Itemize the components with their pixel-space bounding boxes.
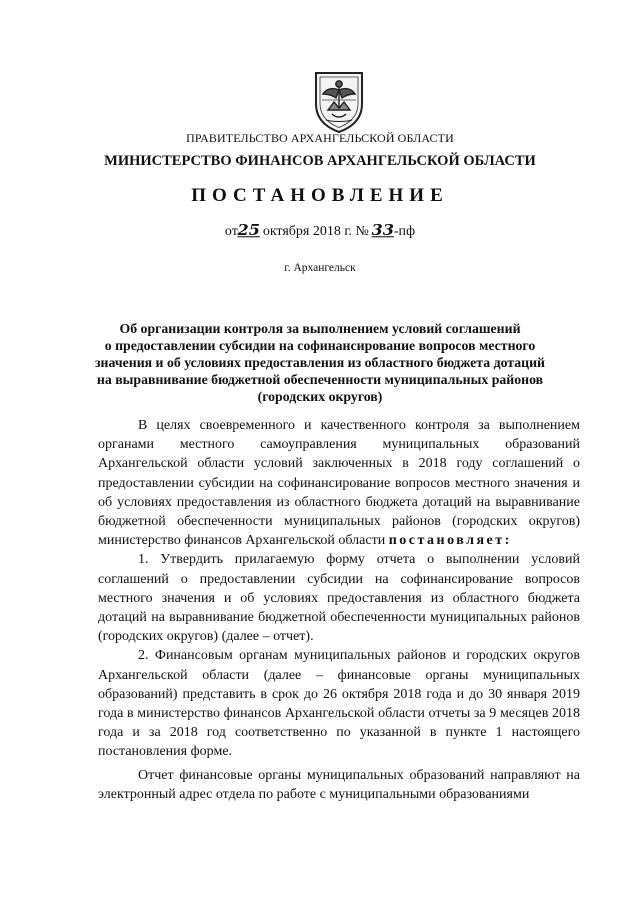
subject-line: значения и об условиях предоставления из областного бюджета дотаций [95, 355, 545, 370]
subject-line: Об организации контроля за выполнением условий соглашений [119, 321, 521, 336]
subject-line: о предоставлении субсидии на софинансирование вопросов местного [104, 338, 536, 353]
date-month-year: октября 2018 г. № [262, 224, 369, 239]
ministry-name: МИНИСТЕРСТВО ФИНАНСОВ АРХАНГЕЛЬСКОЙ ОБЛАСТИ [104, 153, 536, 169]
document-date-number [0, 223, 640, 240]
paragraph-item-1: 1. Утвердить прилагаемую форму отчета о выполнении условий соглашений о предоставлении субсидии на софинансирование вопросов местного значения и об условиях предоставления из областного бюджета дотаций на выравнивание бюджетной обеспеченности муниципальных районов (городских округов) (далее – отчет). [98, 552, 580, 645]
preamble-text: В целях своевременного и качественного контроля за выполнением органами местного самоуправления муниципальных образований Архангельской области условий заключенных в 2018 году соглашений о предоставлении субсидии на софинансирование вопросов местного значения и об условиях предоставления из областного бюджета дотаций на выравнивание бюджетной обеспеченности муниципальных районов (городских округов) министерство финансов Архангельской области [98, 418, 580, 549]
city-name: г. Архангельск [284, 262, 356, 274]
paragraph-preamble [98, 416, 580, 550]
subject-line: на выравнивание бюджетной обеспеченности муниципальных районов [96, 372, 544, 387]
resolves-word: постановляет: [388, 533, 512, 549]
handwritten-day: 25 [237, 222, 260, 240]
document-type-title: ПОСТАНОВЛЕНИЕ [191, 185, 449, 206]
handwritten-number: 33 [371, 222, 395, 240]
document-subject [70, 320, 570, 405]
date-prefix: от [224, 224, 238, 239]
government-line: ПРАВИТЕЛЬСТВО АРХАНГЕЛЬСКОЙ ОБЛАСТИ [186, 131, 454, 145]
coat-of-arms-emblem [312, 70, 366, 134]
subject-line: (городских округов) [257, 389, 383, 404]
number-suffix: -пф [393, 224, 416, 239]
paragraph-report-delivery: Отчет финансовые органы муниципальных образований направляют на электронный адрес отдела по работе с муниципальными образованиями [98, 767, 580, 802]
paragraph-item-2: 2. Финансовым органам муниципальных районов и городских округов Архангельской области (далее – финансовые органы муниципальных образований) представить в срок до 26 октября 2018 года и до 30 января 2019 года в министерство финансов Архангельской области отчеты за 9 месяцев 2018 года и за 2018 год соответственно по указанной в пункте 1 настоящего постановления форме. [98, 648, 580, 760]
document-body [98, 416, 580, 804]
